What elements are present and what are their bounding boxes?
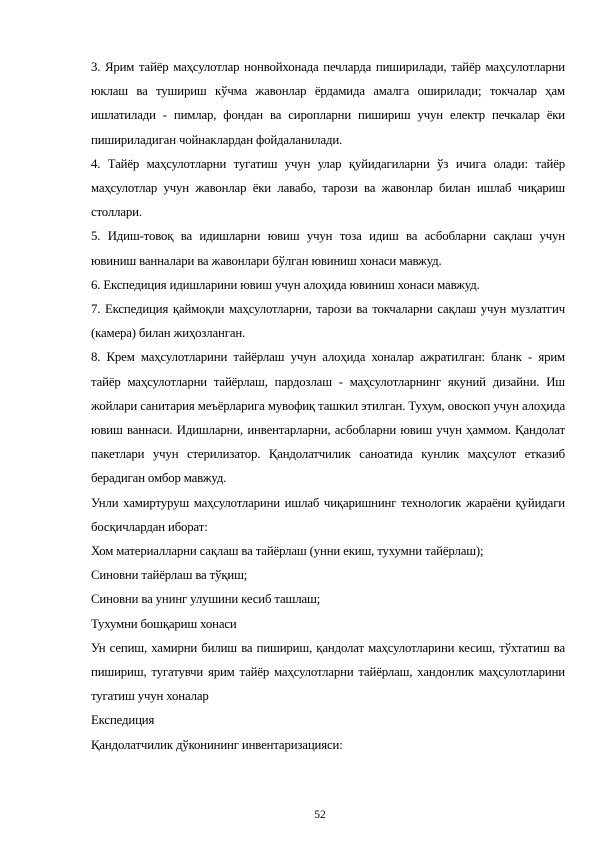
expedition-line: Експедиция <box>91 713 155 728</box>
process-step-line: Синовни тайёрлаш ва тўқиш; <box>91 568 248 583</box>
inventory-heading-line: Қандолатчилик дўконининг инвентаризацияси: <box>91 737 343 752</box>
paragraph-item-7: 7. Експедиция қаймоқли маҳсулотларни, тарози ва токчаларни сақлаш учун музлатгич (камера) билан жиҳозланган. <box>91 302 565 341</box>
paragraph-item-8: 8. Крем маҳсулотларини тайёрлаш учун алоҳида хоналар ажратилган: бланк - ярим тайёр маҳсулотларни тайёрлаш, пардозлаш - маҳсулотларнинг якуний дизайни. Иш жойлари санитария меъёрларига мувофиқ ташкил этилган. Тухум, овоскоп учун алоҳида ювиш ваннаси. Идишларни, инвентарларни, асбобларни ювиш учун ҳаммом. Қандолат пакетлари учун стерилизатор. Қандолатчилик саноатида кунлик маҳсулот етказиб берадиган омбор мавжуд. <box>91 350 565 486</box>
paragraph-item-4: 4. Тайёр маҳсулотларни тугатиш учун улар қуйидагиларни ўз ичига олади: тайёр маҳсулотлар учун жавонлар ёки лавабо, тарози ва жавонлар билан ишлаб чиқариш столлари. <box>91 156 565 220</box>
process-step-line: Хом материалларни сақлаш ва тайёрлаш (унни екиш, тухумни тайёрлаш); <box>91 544 484 559</box>
paragraph-item-5: 5. Идиш-товоқ ва идишларни ювиш учун тоза идиш ва асбобларни сақлаш учун ювиниш ванналари ва жавонлари бўлган ювиниш хонаси мавжуд. <box>91 229 565 268</box>
page-number: 52 <box>314 809 326 821</box>
process-step-line: Синовни ва унинг улушини кесиб ташлаш; <box>91 592 321 607</box>
document-page <box>91 55 565 757</box>
paragraph-item-6: 6. Експедиция идишларини ювиш учун алоҳида ювиниш хонаси мавжуд. <box>91 277 480 292</box>
paragraph-item-3: 3. Ярим тайёр маҳсулотлар нонвойхонада печларда пиширилади, тайёр маҳсулотларни юклаш ва тушириш кўчма жавонлар ёрдамида амалга оширилади; токчалар ҳам ишлатилади - пимлар, фондан ва сиропларни пишириш учун електр печкалар ёки пишириладиган чойнаклардан фойдаланилади. <box>91 60 565 147</box>
process-step-line: Тухумни бошқариш хонаси <box>91 616 237 631</box>
process-intro-paragraph: Унли хамиртуруш маҳсулотларини ишлаб чиқаришнинг технологик жараёни қуйидаги босқичлардан иборат: <box>91 495 565 534</box>
rooms-paragraph: Ун сепиш, хамирни билиш ва пишириш, қандолат маҳсулотларини кесиш, тўхтатиш ва пишириш, тугатувчи ярим тайёр маҳсулотларни тайёрлаш, хандонлик маҳсулотларини тугатиш учун хоналар <box>91 640 565 704</box>
